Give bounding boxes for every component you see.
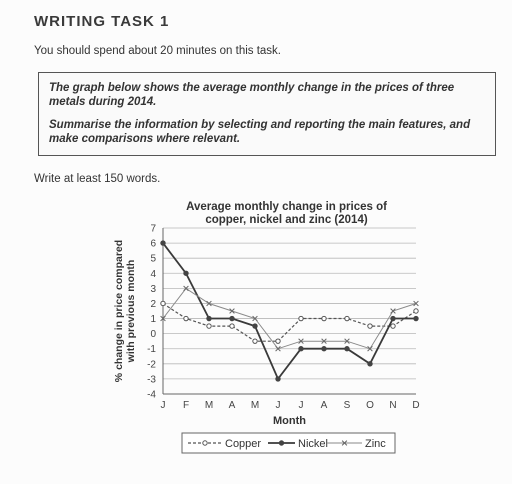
nickel-data-point	[161, 241, 166, 246]
x-tick-label: D	[412, 400, 420, 411]
nickel-data-point	[230, 316, 235, 321]
y-tick-label: 1	[150, 314, 156, 326]
copper-data-point	[414, 309, 418, 313]
copper-data-point	[184, 316, 188, 320]
nickel-data-point	[345, 346, 350, 351]
legend-zinc-label: Zinc	[365, 438, 386, 450]
line-chart	[100, 196, 440, 464]
legend-nickel-label: Nickel	[298, 438, 328, 450]
nickel-data-point	[207, 316, 212, 321]
nickel-data-point	[368, 362, 373, 367]
task-instruction: Summarise the information by selecting and reporting the main features, and make comparisons where relevant.	[49, 119, 471, 145]
copper-data-point	[299, 316, 303, 320]
copper-data-point	[230, 324, 234, 328]
zinc-data-point	[391, 309, 396, 314]
y-tick-label: 4	[150, 268, 156, 280]
copper-data-point	[322, 316, 326, 320]
nickel-data-point	[276, 377, 281, 382]
x-tick-label: S	[343, 400, 351, 411]
time-instruction: You should spend about 20 minutes on this task.	[34, 45, 281, 57]
x-tick-label: J	[160, 400, 166, 411]
y-axis-label-line-2: with previous month	[125, 259, 137, 363]
y-tick-label: 0	[150, 329, 156, 341]
y-tick-label: 2	[150, 298, 156, 310]
nickel-data-point	[391, 316, 396, 321]
nickel-data-point	[253, 324, 258, 329]
nickel-data-point	[299, 346, 304, 351]
y-tick-label: 3	[150, 283, 156, 295]
y-tick-label: -4	[147, 389, 156, 401]
copper-data-point	[161, 301, 165, 305]
x-tick-label: J	[275, 400, 281, 411]
task-prompt-box	[38, 72, 496, 156]
legend-copper-marker	[203, 441, 207, 445]
copper-data-point	[345, 316, 349, 320]
legend-copper-label: Copper	[225, 438, 262, 450]
word-count-instruction: Write at least 150 words.	[34, 173, 161, 185]
x-tick-label: O	[366, 400, 374, 411]
chart-title-line-2: copper, nickel and zinc (2014)	[205, 214, 368, 226]
nickel-series-line	[163, 243, 416, 379]
copper-data-point	[276, 339, 280, 343]
x-tick-label: F	[182, 400, 190, 411]
chart-title-line-1: Average monthly change in prices of	[186, 201, 387, 213]
y-tick-label: -1	[147, 344, 156, 356]
chart-container	[100, 196, 440, 464]
copper-data-point	[368, 324, 372, 328]
x-axis-label: Month	[273, 415, 306, 427]
x-tick-label: M	[250, 400, 260, 411]
nickel-data-point	[184, 271, 189, 276]
copper-data-point	[207, 324, 211, 328]
nickel-data-point	[322, 346, 327, 351]
x-tick-label: J	[298, 400, 304, 411]
x-tick-label: A	[320, 400, 328, 411]
y-tick-label: 6	[150, 238, 156, 250]
task-description: The graph below shows the average monthly change in the prices of three metals during 2014.	[49, 82, 455, 108]
copper-data-point	[391, 324, 395, 328]
y-tick-label: 7	[150, 223, 156, 235]
zinc-data-point	[230, 309, 235, 314]
x-tick-label: M	[204, 400, 214, 411]
task-heading: WRITING TASK 1	[34, 13, 170, 30]
y-axis-label-line-1: % change in price compared	[113, 239, 125, 383]
y-tick-label: -2	[147, 359, 156, 371]
x-tick-label: N	[389, 400, 397, 411]
y-tick-label: 5	[150, 253, 156, 265]
copper-data-point	[253, 339, 257, 343]
x-tick-label: A	[228, 400, 236, 411]
legend-nickel-marker	[279, 441, 284, 446]
y-tick-label: -3	[147, 374, 156, 386]
nickel-data-point	[414, 316, 419, 321]
